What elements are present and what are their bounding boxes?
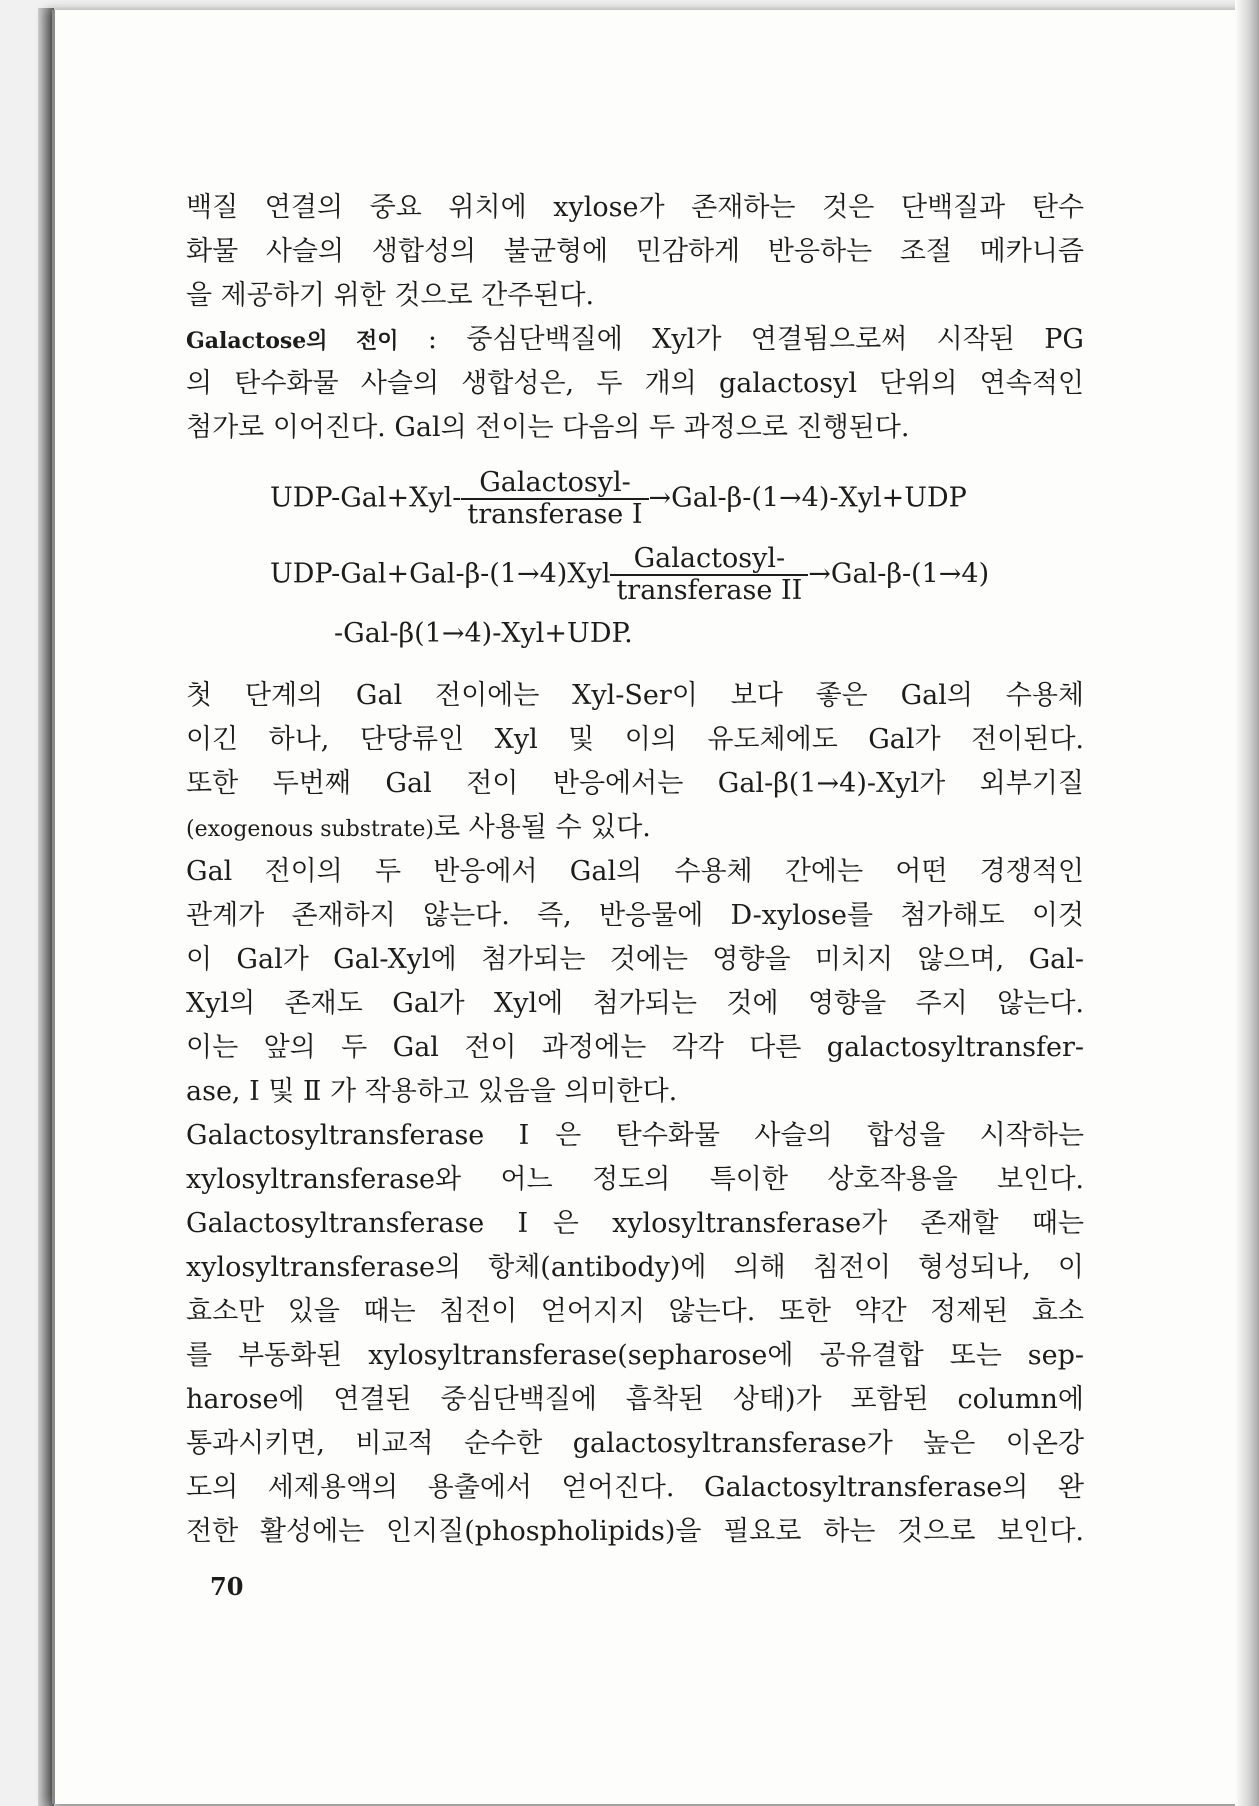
section-heading-line: [186, 320, 1084, 360]
enzyme-name: Galactosyl-: [610, 544, 808, 576]
text-line: 통과시키면, 비교적 순수한 galactosyltransferase가 높은 이온강: [186, 1428, 1084, 1459]
equation-2-continued: -Gal-β(1→4)-Xyl+UDP.: [334, 618, 633, 649]
page-number: 70: [210, 1572, 244, 1601]
enzyme-name: transferase II: [616, 575, 803, 606]
text-run-small: (exogenous substrate): [186, 817, 434, 842]
text-line: 또한 두번째 Gal 전이 반응에서는 Gal-β(1→4)-Xyl가 외부기질: [186, 768, 1084, 799]
text-line: 관계가 존재하지 않는다. 즉, 반응물에 D-xylose를 첨가해도 이것: [186, 900, 1084, 931]
text-line: 첨가로 이어진다. Gal의 전이는 다음의 두 과정으로 진행된다.: [186, 412, 910, 443]
text-line: 백질 연결의 중요 위치에 xylose가 존재하는 것은 단백질과 탄수: [186, 192, 1084, 223]
equation-2: [270, 544, 989, 606]
equation-left: UDP-Gal+Gal-β-(1→4)Xyl: [270, 558, 611, 590]
text-line: xylosyltransferase의 항체(antibody)에 의해 침전이 형성되나, 이: [186, 1252, 1084, 1283]
text-line: 이 Gal가 Gal-Xyl에 첨가되는 것에는 영향을 미치지 않으며, Gal-: [186, 944, 1084, 975]
equation-1: [270, 468, 967, 530]
text-line: Galactosyltransferase Ⅰ은 탄수화물 사슬의 합성을 시작하는: [186, 1120, 1084, 1151]
text-line: 화물 사슬의 생합성의 불균형에 민감하게 반응하는 조절 메카니즘: [186, 236, 1084, 267]
text-line: 이긴 하나, 단당류인 Xyl 및 이의 유도체에도 Gal가 전이된다.: [186, 724, 1084, 755]
text-run: 로 사용될 수 있다.: [433, 812, 651, 843]
text-line: 첫 단계의 Gal 전이에는 Xyl-Ser이 보다 좋은 Gal의 수용체: [186, 680, 1084, 711]
equation-right: →Gal-β-(1→4): [808, 558, 990, 590]
text-line: 을 제공하기 위한 것으로 간주된다.: [186, 280, 595, 311]
enzyme-fraction: [610, 544, 808, 606]
text-line: 전한 활성에는 인지질(phospholipids)을 필요로 하는 것으로 보인다.: [186, 1516, 1084, 1547]
text-line: [186, 808, 1084, 848]
text-line: xylosyltransferase와 어느 정도의 특이한 상호작용을 보인다.: [186, 1164, 1084, 1195]
text-line: ase, Ⅰ 및 Ⅱ 가 작용하고 있음을 의미한다.: [186, 1076, 678, 1107]
text-line: 의 탄수화물 사슬의 생합성은, 두 개의 galactosyl 단위의 연속적인: [186, 368, 1084, 399]
text-line: 를 부동화된 xylosyltransferase(sepharose에 공유결합 또는 sep-: [186, 1340, 1084, 1371]
enzyme-name: Galactosyl-: [461, 468, 648, 500]
equation-left: UDP-Gal+Xyl-: [270, 482, 462, 514]
equation-right: →Gal-β-(1→4)-Xyl+UDP: [648, 482, 967, 514]
section-heading: Galactose의 전이: [186, 328, 399, 354]
text-line: Gal 전이의 두 반응에서 Gal의 수용체 간에는 어떤 경쟁적인: [186, 856, 1084, 887]
text-line: 도의 세제용액의 용출에서 얻어진다. Galactosyltransferase의 완: [186, 1472, 1084, 1503]
text-line: 이는 앞의 두 Gal 전이 과정에는 각각 다른 galactosyltransfer-: [186, 1032, 1084, 1063]
text-line: Galactosyltransferase Ⅰ은 xylosyltransferase가 존재할 때는: [186, 1208, 1084, 1239]
enzyme-name: transferase I: [467, 499, 643, 530]
enzyme-fraction: [461, 468, 648, 530]
page-edge: [1235, 0, 1259, 1806]
text-line: harose에 연결된 중심단백질에 흡착된 상태)가 포함된 column에: [186, 1384, 1084, 1415]
text-line: 효소만 있을 때는 침전이 얻어지지 않는다. 또한 약간 정제된 효소: [186, 1296, 1084, 1327]
text-run: : 중심단백질에 Xyl가 연결됨으로써 시작된 PG: [398, 324, 1085, 355]
text-line: Xyl의 존재도 Gal가 Xyl에 첨가되는 것에 영향을 주지 않는다.: [186, 988, 1084, 1019]
